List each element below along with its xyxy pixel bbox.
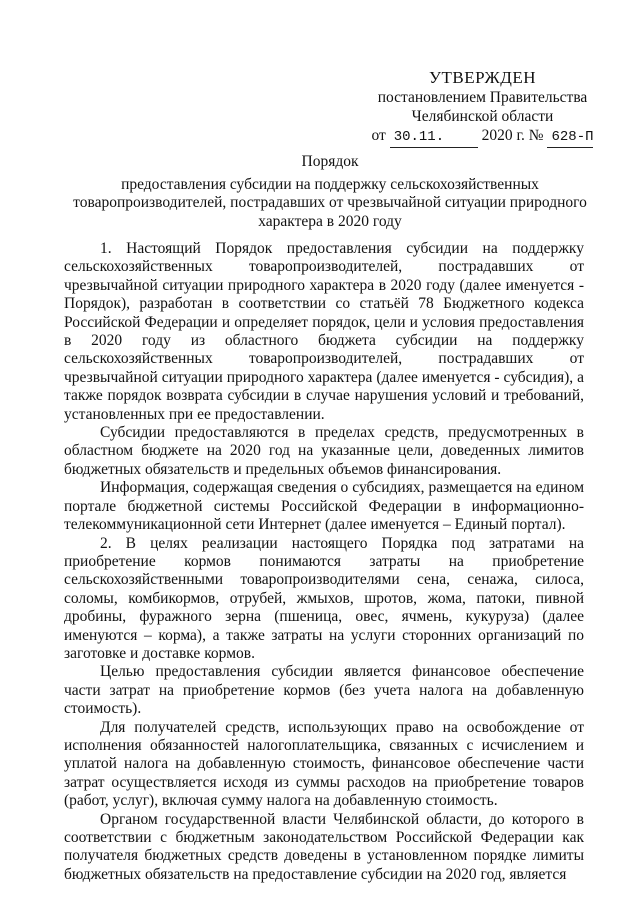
document-body [64,240,584,884]
approval-year: 2020 г. № [481,127,544,144]
paragraph-4: 2. В целях реализации настоящего Порядка под затратами на приобретение кормов понимаются затраты на приобретение сельскохозяйственными товаропроизводителями сена, сенажа, силоса, соломы, комбикормов, отрубей, жмыхов, шротов, жома, патоки, пивной дробины, фуражного зерна (пшеница, овес, ячмень, кукуруза) (далее именуются – корма), а также затраты на услуги сторонних организаций по заготовке и доставке кормов. [64,534,584,662]
paragraph-6: Для получателей средств, использующих право на освобождение от исполнения обязанностей налогоплательщика, связанных с исчислением и уплатой налога на добавленную стоимость, финансовое обеспечение части затрат осуществляется исходя из суммы расходов на приобретение товаров (работ, услуг), включая сумму налога на добавленную стоимость. [64,718,584,810]
approval-stamp [345,68,620,148]
approval-heading: УТВЕРЖДЕН [429,68,536,87]
approval-line-2: Челябинской области [411,108,554,125]
paragraph-5: Целью предоставления субсидии является финансовое обеспечение части затрат на приобретение кормов (без учета налога на добавленную стоимость). [64,663,584,718]
approval-date: 30.11. [390,128,478,148]
paragraph-2: Субсидии предоставляются в пределах средств, предусмотренных в областном бюджете на 2020 год на указанные цели, доведенных лимитов бюджетных обязательств и предельных объемов финансирования. [64,424,584,478]
approval-date-line [345,126,620,148]
approval-line-1: постановлением Правительства [377,89,588,106]
approval-prefix: от [371,127,386,144]
paragraph-7: Органом государственной власти Челябинской области, до которого в соответствии с бюджетным законодательством Российской Федерации как получателя бюджетных средств доведены в установленном порядке лимиты бюджетных обязательств на предоставление субсидии на 2020 год, является [64,810,584,883]
title-word: Порядок [301,153,359,170]
paragraph-1: 1. Настоящий Порядок предоставления субсидии на поддержку сельскохозяйственных товаропроизводителей, пострадавших от чрезвычайной ситуации природного характера в 2020 году (далее именуется - Порядок), разработан в соответствии со статьёй 78 Бюджетного кодекса Российской Федерации и определяет порядок, цели и условия предоставления в 2020 году из областного бюджета субсидии на поддержку сельскохозяйственных товаропроизводителей, пострадавших от чрезвычайной ситуации природного характера (далее именуется - субсидия), а также порядок возврата субсидии в случае нарушения условий и требований, установленных при ее предоставлении. [64,240,584,423]
document-title [60,153,600,231]
approval-number: 628-П [547,128,593,148]
paragraph-3: Информация, содержащая сведения о субсидиях, размещается на едином портале бюджетной системы Российской Федерации в информационно-телекоммуникационной сети Интернет (далее именуется – Единый портал). [64,479,584,534]
title-subtitle: предоставления субсидии на поддержку сельскохозяйственных товаропроизводителей, пострадавших от чрезвычайной ситуации природного характера в 2020 году [73,175,587,230]
